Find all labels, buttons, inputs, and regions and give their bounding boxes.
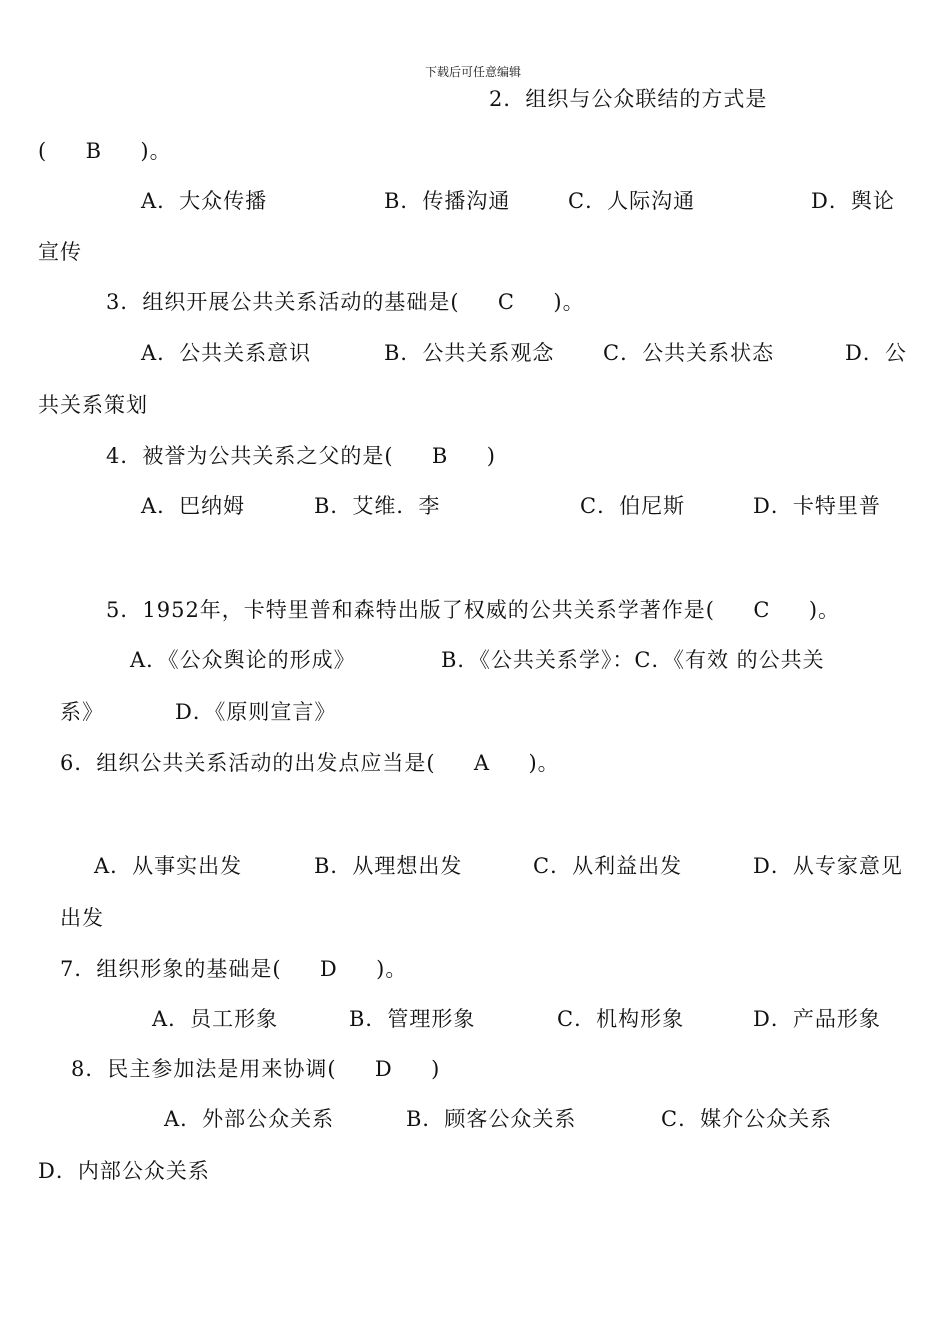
question-4-stem: 4．被誉为公共关系之父的是( B ) <box>106 444 496 468</box>
question-5-option-d: D．《原则宣言》 <box>175 700 337 724</box>
question-6-option-c: C．从利益出发 <box>533 854 683 878</box>
question-6-option-d-cont: 出发 <box>60 906 104 930</box>
question-7-option-d: D．产品形象 <box>753 1007 881 1031</box>
question-2-option-a: A．大众传播 <box>141 189 268 213</box>
question-5-option-c-cont: 系》 <box>60 700 104 724</box>
question-8-option-b: B．顾客公众关系 <box>406 1107 577 1131</box>
question-3-option-b: B．公共关系观念 <box>384 341 555 365</box>
question-2-option-b: B．传播沟通 <box>384 189 511 213</box>
question-7-option-a: A．员工形象 <box>152 1007 279 1031</box>
question-8-option-c: C．媒介公众关系 <box>661 1107 833 1131</box>
question-3-stem: 3．组织开展公共关系活动的基础是( C )。 <box>106 290 585 314</box>
question-6-option-b: B．从理想出发 <box>314 854 463 878</box>
question-6-stem: 6．组织公共关系活动的出发点应当是( A )。 <box>60 751 560 775</box>
question-3-option-a: A．公共关系意识 <box>141 341 312 365</box>
question-3-option-d: D．公 <box>845 341 907 365</box>
question-5-option-a: A．《公众舆论的形成》 <box>130 648 356 672</box>
question-2-stem: 2．组织与公众联结的方式是 <box>489 87 768 111</box>
question-7-stem: 7．组织形象的基础是( D )。 <box>60 957 408 981</box>
question-5-stem: 5．1952年，卡特里普和森特出版了权威的公共关系学著作是( C )。 <box>106 598 841 622</box>
page-header: 下载后可任意编辑 <box>425 65 522 79</box>
question-8-option-d: D．内部公众关系 <box>38 1159 210 1183</box>
question-4-option-c: C．伯尼斯 <box>580 494 686 518</box>
question-7-option-c: C．机构形象 <box>557 1007 685 1031</box>
question-2-option-d: D．舆论 <box>811 189 895 213</box>
question-5-option-b-c: B．《公共关系学》：C．《有效 的公共关 <box>441 648 825 672</box>
question-2-option-c: C．人际沟通 <box>568 189 696 213</box>
question-4-option-d: D．卡特里普 <box>753 494 881 518</box>
question-3-option-c: C．公共关系状态 <box>603 341 775 365</box>
question-6-option-a: A．从事实出发 <box>94 854 243 878</box>
question-8-stem: 8．民主参加法是用来协调( D ) <box>71 1057 441 1081</box>
question-4-option-a: A．巴纳姆 <box>141 494 246 518</box>
question-4-option-b: B．艾维．李 <box>314 494 441 518</box>
question-7-option-b: B．管理形象 <box>349 1007 476 1031</box>
question-3-option-d-cont: 共关系策划 <box>38 393 148 417</box>
question-6-option-d: D．从专家意见 <box>753 854 903 878</box>
question-2-option-d-cont: 宣传 <box>38 240 82 264</box>
question-8-option-a: A．外部公众关系 <box>164 1107 335 1131</box>
question-2-answer: ( B )。 <box>38 139 172 163</box>
